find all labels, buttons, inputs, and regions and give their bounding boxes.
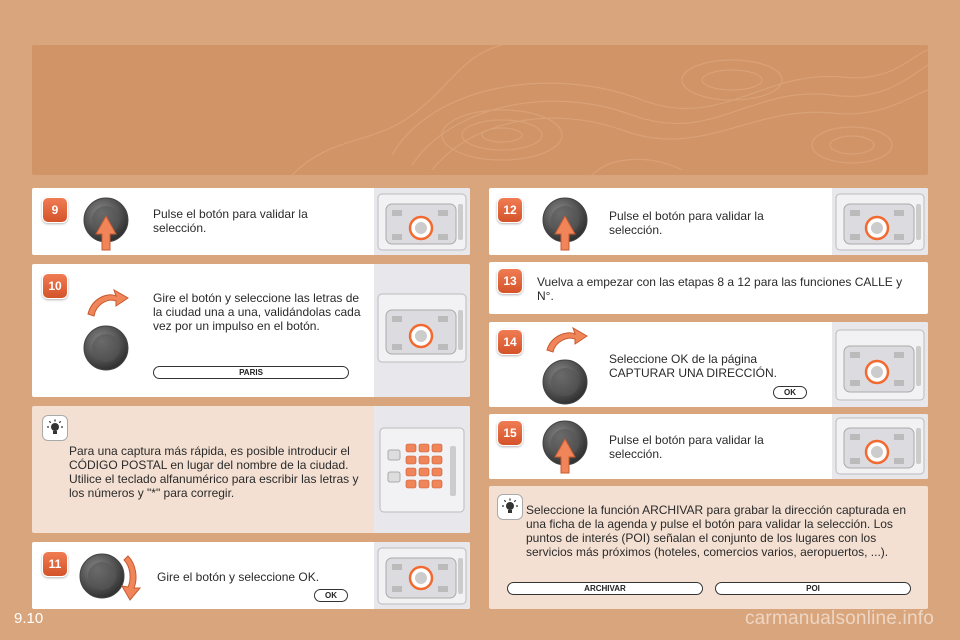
- step-9-text: Pulse el botón para validar la selección.: [153, 207, 308, 235]
- step-number-badge: 15: [497, 420, 523, 446]
- step-9-card: [32, 188, 470, 255]
- step-13-card: [489, 262, 928, 314]
- watermark: carmanualsonline.info: [744, 608, 934, 629]
- step-number-badge: 12: [497, 197, 523, 223]
- step-11-text: Gire el botón y seleccione OK.: [157, 570, 320, 584]
- radio-controls-icon: [832, 322, 928, 407]
- lightbulb-icon: [497, 494, 523, 520]
- radio-panel: [374, 542, 470, 609]
- radio-controls-icon: [832, 414, 928, 479]
- alphanumeric-keypad-icon: [374, 406, 470, 533]
- step-15-text: Pulse el botón para validar la selección.: [609, 433, 764, 461]
- radio-panel: [374, 264, 470, 397]
- radio-controls-icon: [374, 542, 470, 609]
- step-number-badge: 9: [42, 197, 68, 223]
- knob-push-icon: [541, 417, 589, 477]
- step-14-text: Seleccione OK de la página CAPTURAR UNA DIRECCIÓN.: [609, 352, 778, 380]
- knob-push-icon: [82, 194, 130, 254]
- poi-button[interactable]: POI: [715, 582, 911, 595]
- knob-push-icon: [541, 194, 589, 254]
- radio-panel: [374, 188, 470, 255]
- header-banner: [32, 45, 928, 175]
- step-number-badge: 14: [497, 329, 523, 355]
- radio-panel: [832, 188, 928, 255]
- tip-postal-code-text: Para una captura más rápida, es posible introducir el CÓDIGO POSTAL en lugar del nombre de la ciudad. Utilice el teclado alfanumérico para escribir las letras y los números y "*" para corregir.: [69, 444, 359, 500]
- step-number-badge: 11: [42, 551, 68, 577]
- step-14-card: [489, 322, 928, 407]
- archivar-button[interactable]: ARCHIVAR: [507, 582, 703, 595]
- step-11-card: [32, 542, 470, 609]
- tip-archive-text: Seleccione la función ARCHIVAR para grabar la dirección capturada en una ficha de la agenda y pulse el botón para validar la selección. Los puntos de interés (POI) señalan el conjunto de los lugares con los servicios más próximos (hoteles, comercios varios, aeropuertos, ...).: [526, 503, 906, 559]
- knob-rotate-icon: [82, 286, 130, 376]
- step-15-card: [489, 414, 928, 479]
- radio-controls-icon: [374, 188, 470, 255]
- ok-button[interactable]: OK: [314, 589, 348, 602]
- radio-panel: [832, 322, 928, 407]
- radio-controls-icon: [832, 188, 928, 255]
- keypad-panel: [374, 406, 470, 533]
- paris-button[interactable]: PARIS: [153, 366, 349, 379]
- step-12-card: [489, 188, 928, 255]
- radio-panel: [832, 414, 928, 479]
- step-10-card: [32, 264, 470, 397]
- lightbulb-icon: [42, 415, 68, 441]
- tip-postal-code-card: [32, 406, 470, 533]
- topographic-pattern-icon: [32, 45, 928, 175]
- step-13-text: Vuelva a empezar con las etapas 8 a 12 para las funciones CALLE y N°.: [537, 275, 903, 303]
- step-number-badge: 10: [42, 273, 68, 299]
- knob-rotate-icon: [541, 326, 589, 406]
- tip-archive-card: [489, 486, 928, 609]
- ok-button[interactable]: OK: [773, 386, 807, 399]
- radio-controls-icon: [374, 264, 470, 397]
- step-12-text: Pulse el botón para validar la selección.: [609, 209, 764, 237]
- step-10-text: Gire el botón y seleccione las letras de la ciudad una a una, validándolas cada vez por un impulso en el botón.: [153, 291, 361, 333]
- step-number-badge: 13: [497, 268, 523, 294]
- page-number: 9.10: [14, 610, 44, 627]
- knob-rotate-icon: [78, 550, 150, 604]
